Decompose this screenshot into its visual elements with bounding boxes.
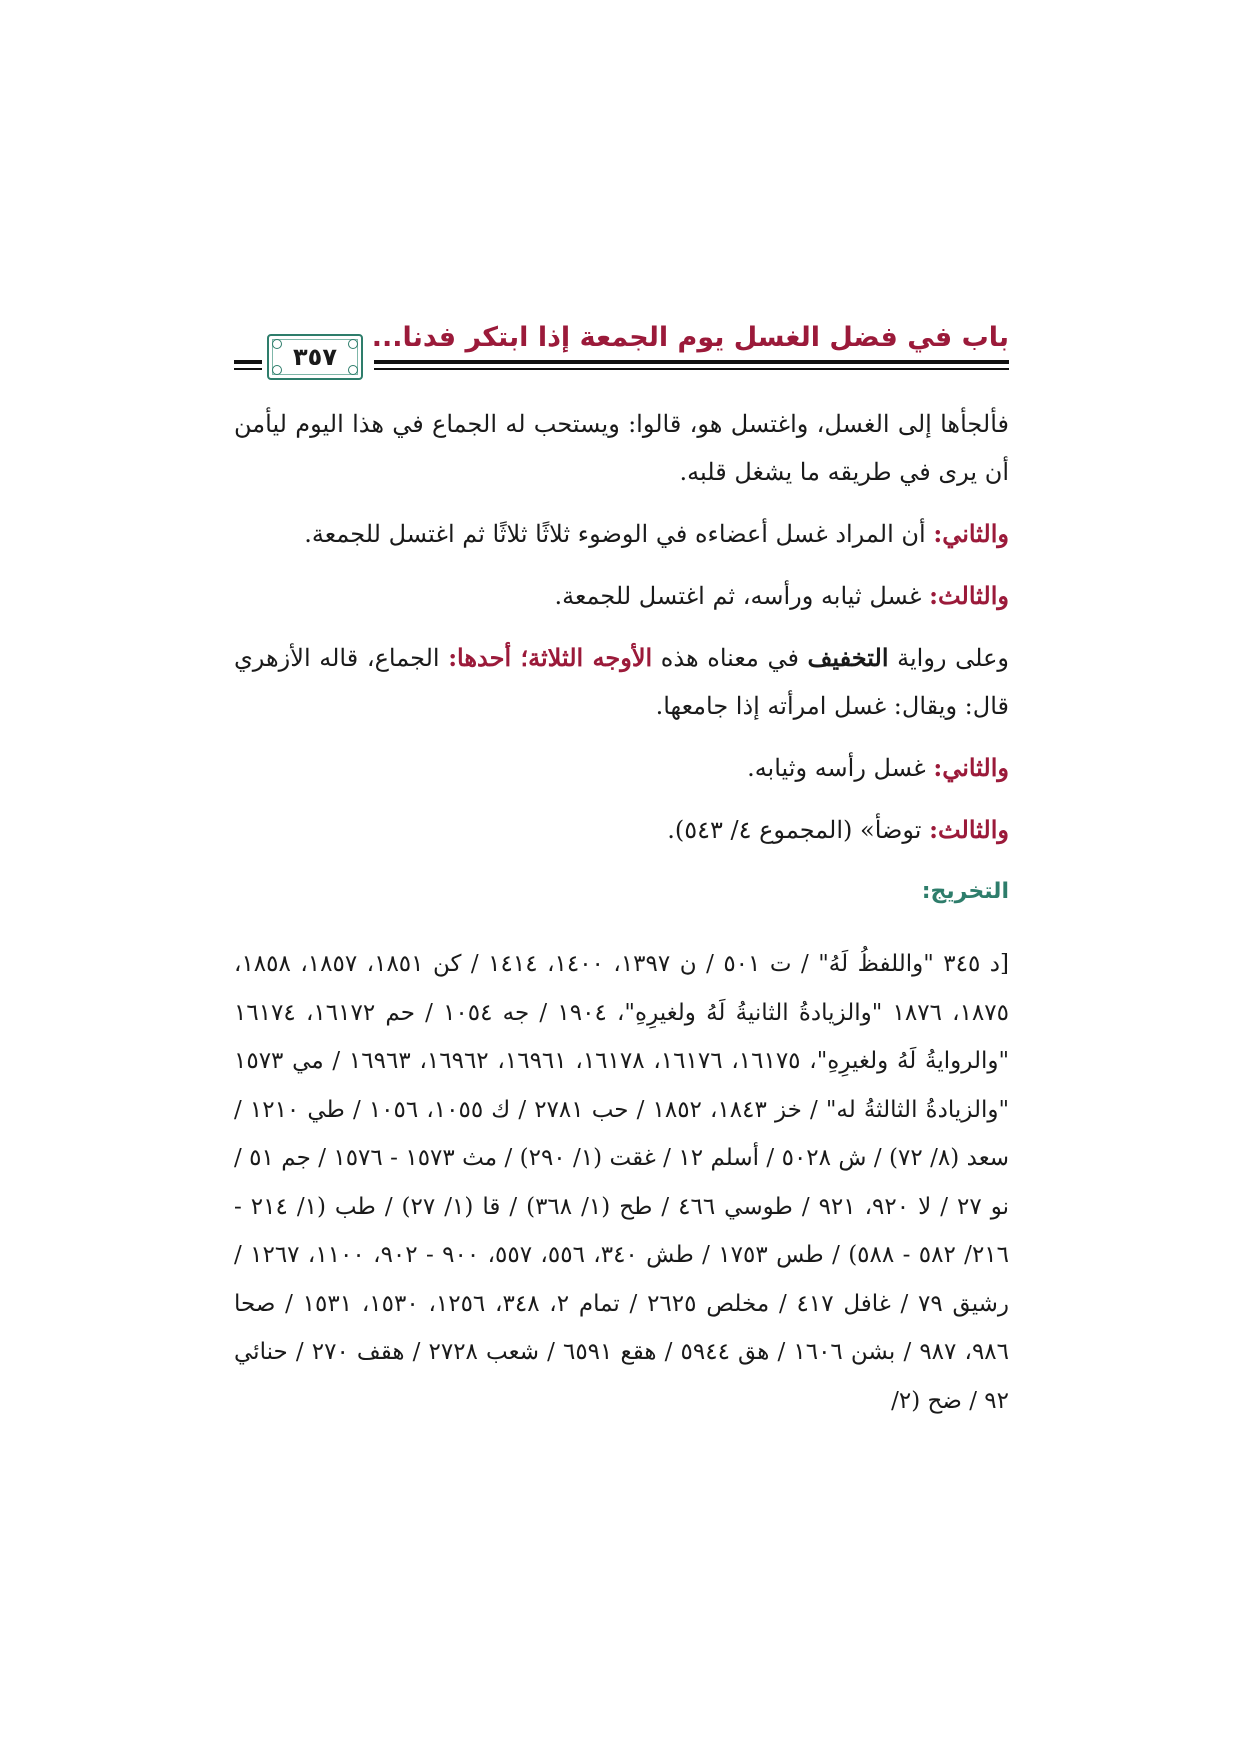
page-number-badge (267, 334, 363, 380)
ornament-icon (348, 365, 358, 375)
chapter-title: باب في فضل الغسل يوم الجمعة إذا ابتكر فدنا... (371, 322, 1009, 353)
paragraph-4 (234, 634, 1009, 730)
paragraph-label: والثالث: (929, 815, 1009, 844)
header-rule-bottom (374, 368, 1009, 370)
paragraph-text: توضأ» (المجموع ٤/ ٥٤٣). (667, 816, 930, 844)
ornament-icon (272, 365, 282, 375)
paragraph-5 (234, 744, 1009, 792)
header-rule-left-top (234, 360, 262, 364)
takhrij-text: [د ٣٤٥ "واللفظُ لَهُ" / ت ٥٠١ / ن ١٣٩٧، ١٤٠٠، ١٤١٤ / كن ١٨٥١، ١٨٥٧، ١٨٥٨، ١٨٧٥، ١٨٧٦ "والزيادةُ الثانيةُ لَهُ ولغيرِهِ"، ١٩٠٤ / جه ١٠٥٤ / حم ١٦١٧٢، ١٦١٧٤ "والروايةُ لَهُ ولغيرِهِ"، ١٦١٧٥، ١٦١٧٦، ١٦١٧٨، ١٦٩٦١، ١٦٩٦٢، ١٦٩٦٣ / مي ١٥٧٣ "والزيادةُ الثالثةُ له" / خز ١٨٤٣، ١٨٥٢ / حب ٢٧٨١ / ك ١٠٥٥، ١٠٥٦ / طي ١٢١٠ / سعد (٨/ ٧٢) / ش ٥٠٢٨ / أسلم ١٢ / غقت (١/ ٢٩٠) / مث ١٥٧٣ - ١٥٧٦ / جم ٥١ / نو ٢٧ / لا ٩٢٠، ٩٢١ / طوسي ٤٦٦ / طح (١/ ٣٦٨) / قا (١/ ٢٧) / طب (١/ ٢١٤ - ٢١٦/ ٥٨٢ - ٥٨٨) / طس ١٧٥٣ / طش ٣٤٠، ٥٥٦، ٥٥٧، ٩٠٠ - ٩٠٢، ١١٠٠، ١٢٦٧ / رشيق ٧٩ / غافل ٤١٧ / مخلص ٢٦٢٥ / تمام ٢، ٣٤٨، ١٢٥٦، ١٥٣٠، ١٥٣١ / صحا ٩٨٦، ٩٨٧ / بشن ١٦٠٦ / هق ٥٩٤٤ / هقع ٦٥٩١ / شعب ٢٧٢٨ / هقف ٢٧٠ / حنائي ٩٢ / ضح (٢/ (234, 951, 1010, 1414)
header-rule-left-bottom (234, 368, 262, 370)
paragraph-1 (234, 400, 1009, 496)
page-number: ٣٥٧ (293, 343, 337, 371)
paragraph-label: والثالث: (929, 581, 1009, 610)
paragraph-text: في معناه هذه (652, 644, 808, 672)
paragraph-label: الأوجه الثلاثة؛ أحدها: (448, 643, 653, 672)
page-body (234, 400, 1009, 1425)
section-title: التخريج: (921, 879, 1009, 904)
paragraph-text: غسل ثيابه ورأسه، ثم اغتسل للجمعة. (554, 582, 930, 610)
paragraph-label: والثاني: (933, 519, 1009, 548)
paragraph-text: أن المراد غسل أعضاءه في الوضوء ثلاثًا ثلاثًا ثم اغتسل للجمعة. (304, 520, 934, 548)
paragraph-3 (234, 572, 1009, 620)
ornament-icon (272, 339, 282, 349)
paragraph-text: وعلى رواية (888, 644, 1009, 672)
header-rule-top (374, 360, 1009, 364)
page-header (234, 310, 1009, 390)
paragraph-text: فألجأها إلى الغسل، واغتسل هو، قالوا: ويستحب له الجماع في هذا اليوم ليأمن أن يرى في طريقه ما يشغل قلبه. (234, 410, 1009, 486)
paragraph-text: غسل رأسه وثيابه. (747, 754, 934, 782)
paragraph-2 (234, 510, 1009, 558)
paragraph-6 (234, 806, 1009, 854)
ornament-icon (348, 339, 358, 349)
paragraph-label: والثاني: (933, 753, 1009, 782)
paragraph-text: الجماع، قاله الأزهري قال: ويقال: غسل امرأته إذا جامعها. (234, 644, 1009, 720)
emphasis-text: التخفيف (807, 643, 889, 672)
